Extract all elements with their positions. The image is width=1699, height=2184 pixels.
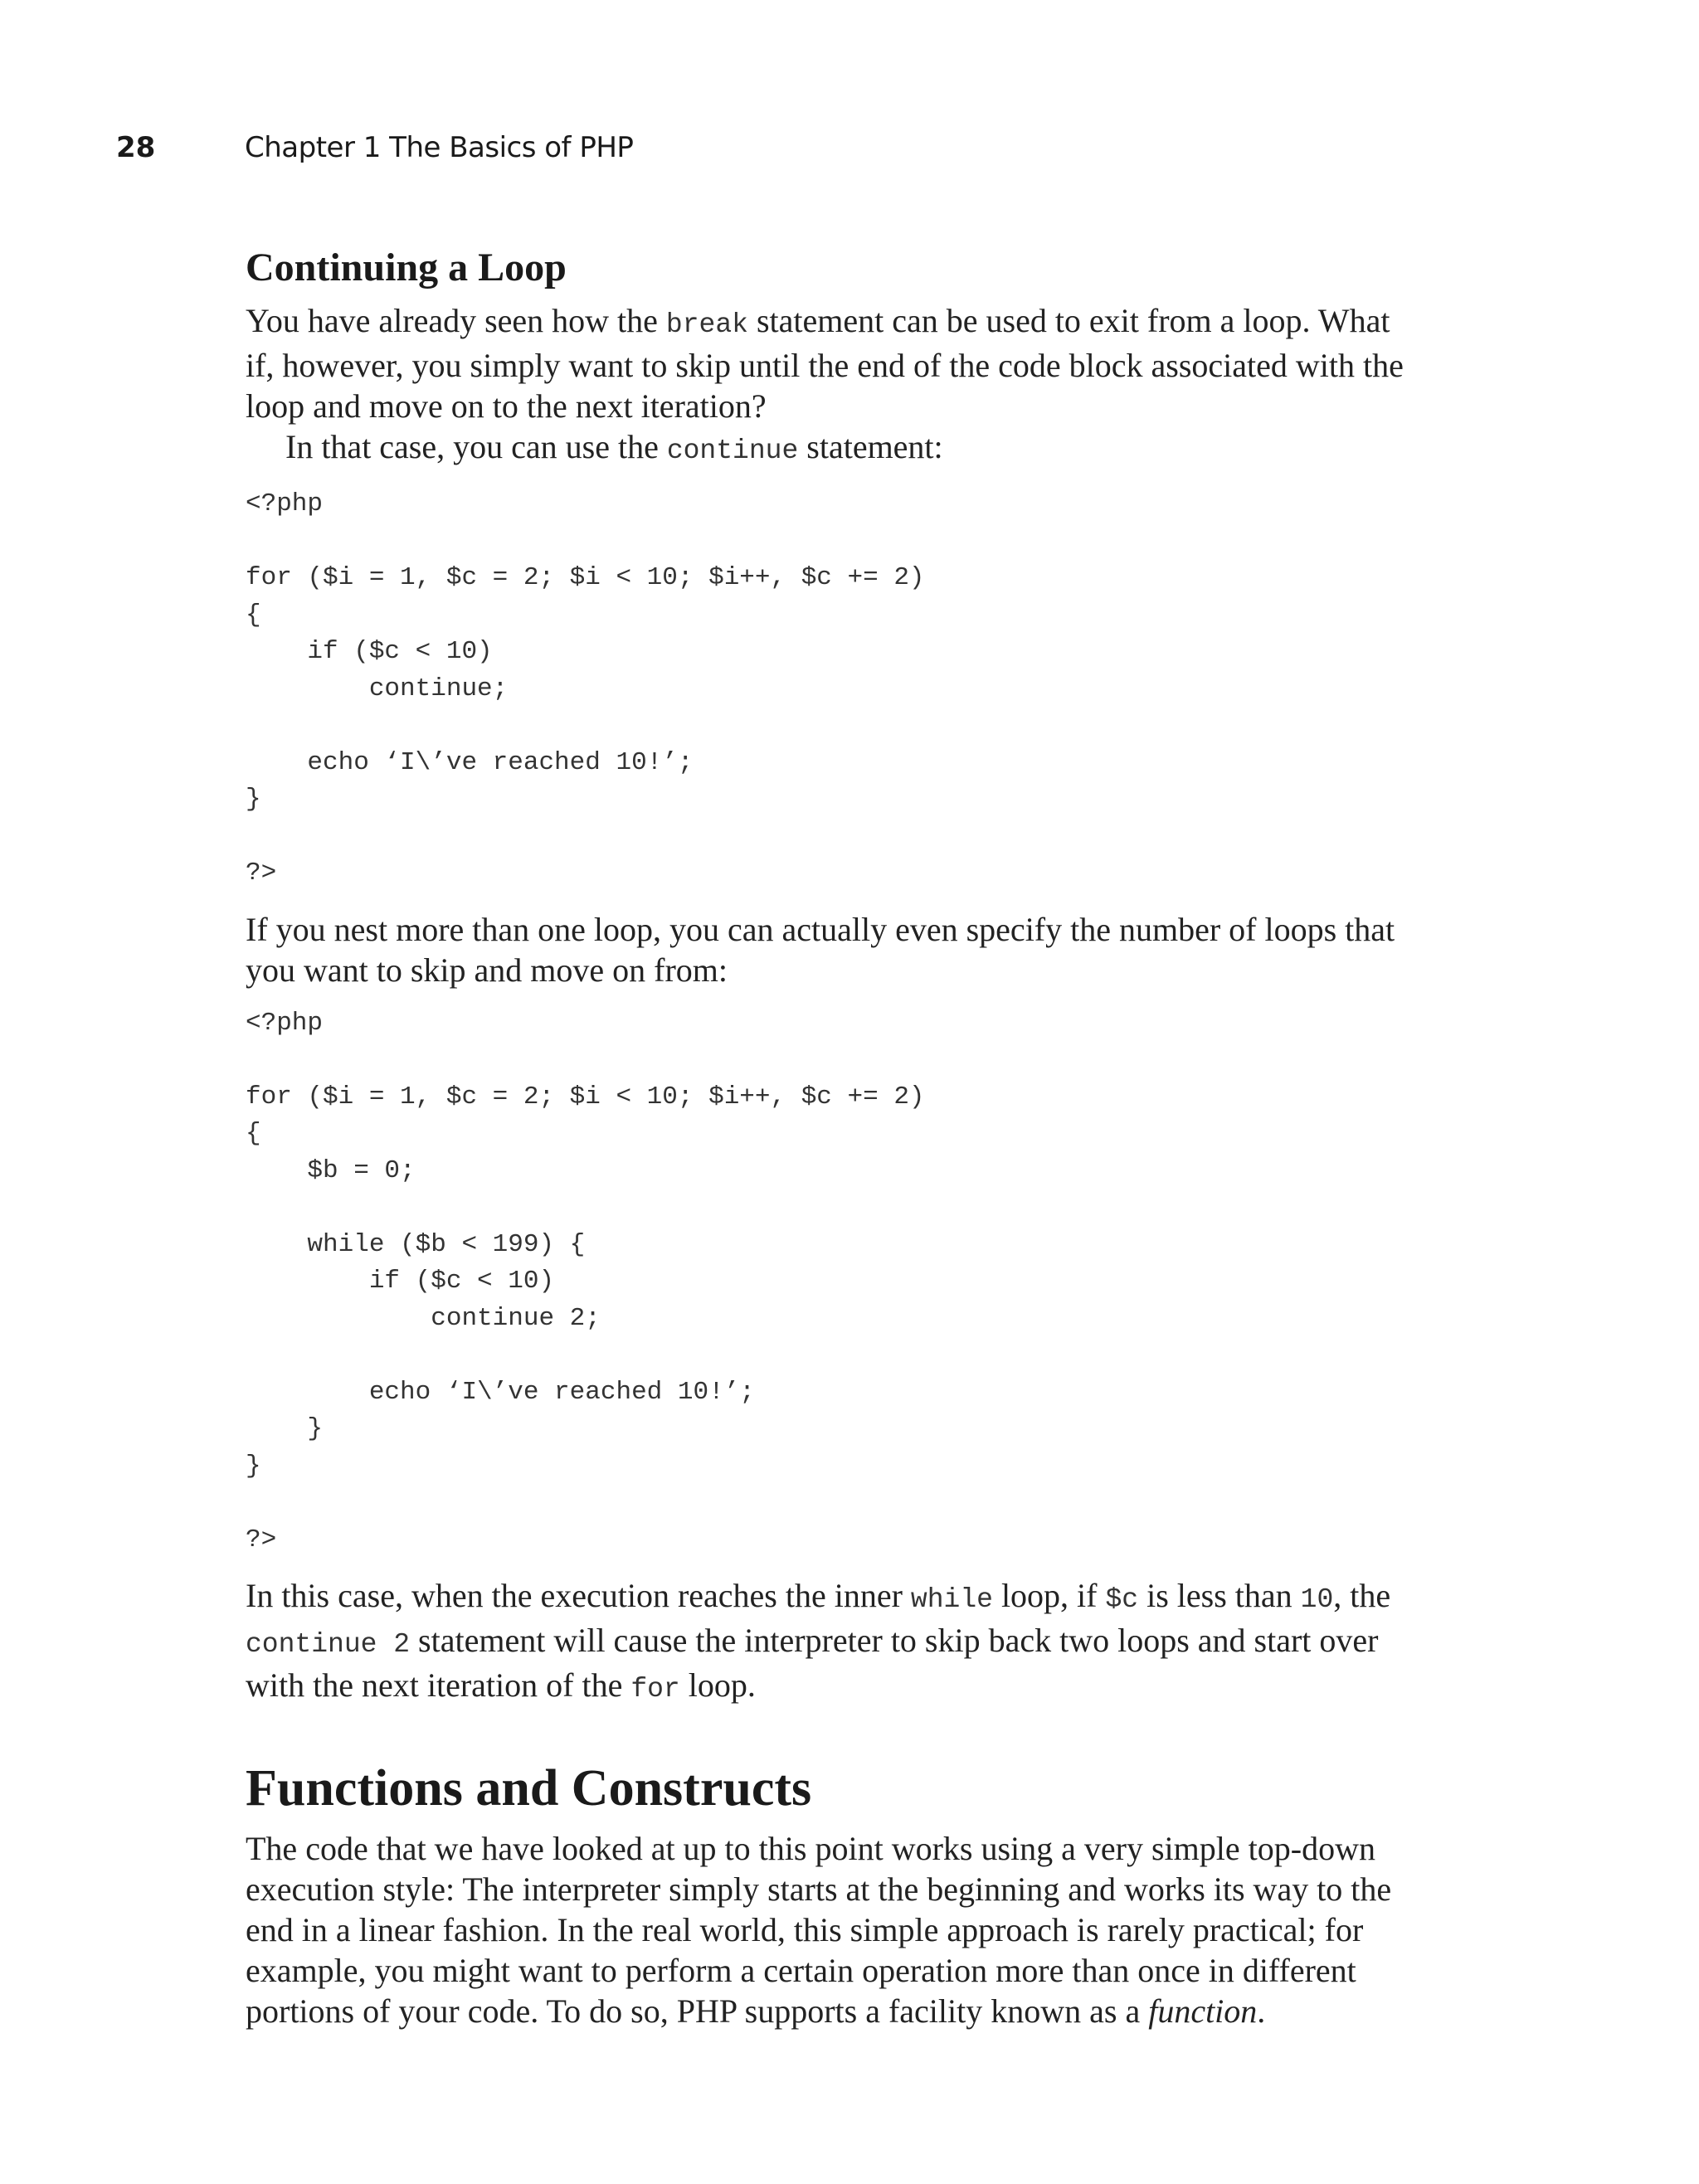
paragraph-break-intro: [246, 300, 1424, 426]
text-run: You have already seen how the: [246, 302, 666, 339]
code-listing-continue: <?php for ($i = 1, $c = 2; $i < 10; $i++, $c += 2) { if ($c < 10) continue; echo ‘I\’ve reached 10!’; } ?>: [246, 489, 925, 888]
paragraph-continue-intro: [246, 426, 1424, 471]
text-run: In this case, when the execution reaches the inner: [246, 1577, 911, 1614]
text-run: loop.: [679, 1666, 756, 1704]
paragraph-functions-intro: [246, 1828, 1424, 2031]
text-run: In that case, you can use the: [285, 428, 667, 465]
inline-code-10: 10: [1300, 1584, 1334, 1615]
inline-code-continue: continue: [666, 435, 799, 466]
inline-code-continue-2: continue 2: [246, 1629, 411, 1660]
section-heading-functions-and-constructs: Functions and Constructs: [246, 1760, 812, 1817]
inline-code-break: break: [665, 309, 748, 340]
text-run: loop, if: [992, 1577, 1106, 1614]
inline-code-c: $c: [1105, 1584, 1139, 1615]
section-heading-continuing-a-loop: Continuing a Loop: [246, 246, 567, 289]
text-run: The code that we have looked at up to this point works using a very simple top-down execution style: The interpreter simply starts at the beginning and works its way to the end in a linear fashion. In the real world, this simple approach is rarely practical; for example, you might want to perform a certain operation more than once in different portions of your code. To do so, PHP supports a facility known as a: [246, 1830, 1392, 2030]
emphasis-function: function: [1148, 1992, 1258, 2030]
text-run: statement:: [798, 428, 943, 465]
paragraph-continue-2-explanation: [246, 1575, 1424, 1710]
text-run: .: [1257, 1992, 1266, 2030]
running-head: Chapter 1 The Basics of PHP: [245, 131, 634, 164]
inline-code-for: for: [630, 1674, 680, 1705]
code-listing-continue-2: <?php for ($i = 1, $c = 2; $i < 10; $i++, $c += 2) { $b = 0; while ($b < 199) { if ($c < 10) continue 2; echo ‘I\’ve reached 10!’; } } ?>: [246, 1008, 925, 1554]
page-content: [246, 245, 1424, 2031]
page-number: 28: [116, 131, 156, 164]
inline-code-while: while: [910, 1584, 993, 1615]
paragraph-nested-loops: If you nest more than one loop, you can actually even specify the number of loops that you want to skip and move on from:: [246, 910, 1395, 989]
text-run: statement can be used to exit from a loop. What if, however, you simply want to skip until the end of the code block associated with the loop and move on to the next iteration?: [246, 302, 1404, 425]
text-run: is less than: [1138, 1577, 1301, 1614]
text-run: , the: [1333, 1577, 1391, 1614]
text-run: statement will cause the interpreter to skip back two loops and start over with the next iteration of the: [246, 1622, 1379, 1704]
section-spacer: [246, 1710, 1424, 1759]
